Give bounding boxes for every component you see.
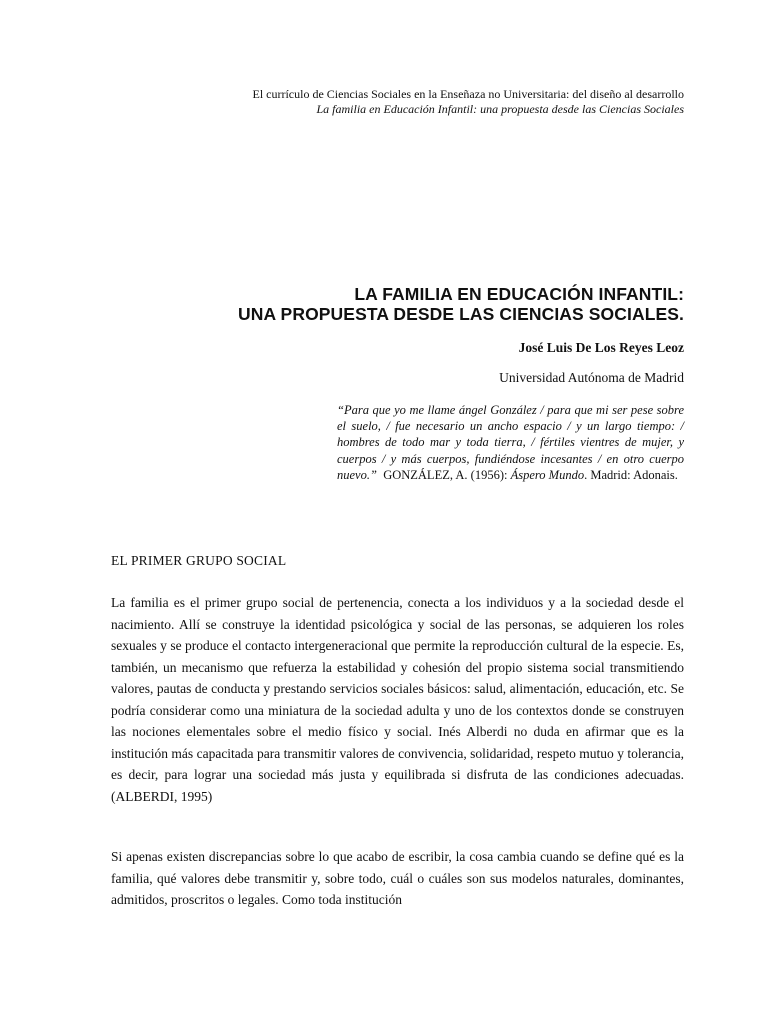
document-title <box>84 284 684 324</box>
epigraph-citation-publisher: . Madrid: Adonais. <box>584 467 678 482</box>
section-heading: EL PRIMER GRUPO SOCIAL <box>111 553 287 568</box>
author-affiliation: Universidad Autónoma de Madrid <box>499 370 684 385</box>
epigraph-citation-author: GONZÁLEZ, A. (1956): <box>383 467 508 482</box>
title-line1: LA FAMILIA EN EDUCACIÓN INFANTIL: <box>354 284 684 304</box>
epigraph-quote: “Para que yo me llame ángel González / para que mi ser pese sobre el suelo, / fue necesario un ancho espacio / y un largo tiempo: / hombres de todo mar y toda tierra, / fértiles vientres de mujer, y cuerpos / y más cuerpos, fundiéndose incesantes / en otro cuerpo nuevo.” <box>337 403 684 482</box>
epigraph-citation-book: Áspero Mundo <box>510 467 585 482</box>
title-line2: UNA PROPUESTA DESDE LAS CIENCIAS SOCIALES. <box>238 304 684 324</box>
body-paragraph-1: La familia es el primer grupo social de pertenencia, conecta a los individuos y a la sociedad desde el nacimiento. Allí se construye la identidad psicológica y social de las personas, se adquieren los roles sexuales y se produce el contacto intergeneracional que permite la reproducción cultural de la especie. Es, también, un mecanismo que refuerza la estabilidad y cohesión del propio sistema social transmitiendo valores, pautas de conducta y prestando servicios sociales básicos: salud, alimentación, educación, etc. Se podría considerar como una miniatura de la sociedad adulta y uno de los contextos donde se construyen las nociones elementales sobre el medio físico y social. Inés Alberdi no duda en afirmar que es la institución más capacitada para transmitir valores de convivencia, solidaridad, respeto mutuo y tolerancia, es decir, para lograr una sociedad más justa y equilibrada si disfruta de las condiciones adecuadas. (ALBERDI, 1995) <box>111 595 684 804</box>
running-header-line2: La familia en Educación Infantil: una propuesta desde las Ciencias Sociales <box>316 102 684 116</box>
epigraph <box>337 402 684 483</box>
author-name: José Luis De Los Reyes Leoz <box>518 340 684 355</box>
running-header-line1: El currículo de Ciencias Sociales en la Enseñaza no Universitaria: del diseño al desarrollo <box>252 87 684 101</box>
running-header <box>124 87 684 117</box>
body-paragraph-2: Si apenas existen discrepancias sobre lo que acabo de escribir, la cosa cambia cuando se define qué es la familia, qué valores debe transmitir y, sobre todo, cuál o cuáles son sus modelos naturales, dominantes, admitidos, proscritos o legales. Como toda institución <box>111 849 684 907</box>
